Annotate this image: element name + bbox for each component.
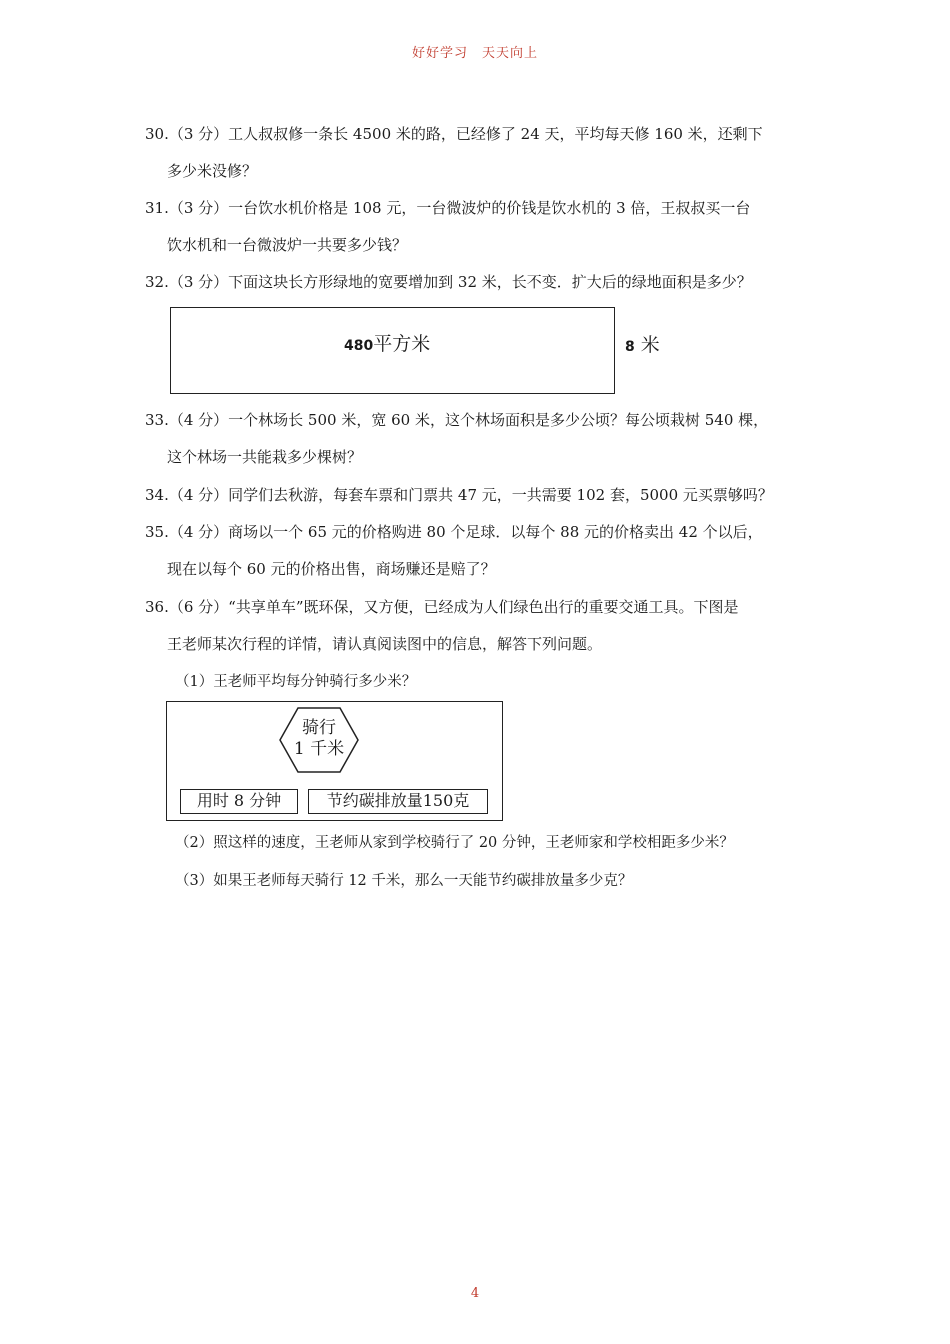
width-label — [625, 333, 660, 359]
width-number: 8 — [625, 339, 635, 355]
question-36-line-1: 36.（6 分）“共享单车”既环保，又方便，已经成为人们绿色出行的重要交通工具。下图是 — [145, 598, 739, 616]
question-36-sub-1: （1）王老师平均每分钟骑行多少米？ — [175, 674, 417, 690]
area-unit: 平方米 — [373, 333, 431, 355]
time-box: 用时 8 分钟 — [180, 789, 298, 814]
question-31-line-2: 饮水机和一台微波炉一共要多少钱？ — [167, 236, 408, 254]
hexagon-line-1: 骑行 — [302, 718, 336, 738]
page-header: 好好学习 天天向上 — [411, 46, 538, 61]
area-number: 480 — [344, 338, 374, 354]
hexagon-line-2: 1 千米 — [293, 739, 345, 759]
question-33-line-1: 33.（4 分）一个林场长 500 米，宽 60 米，这个林场面积是多少公顷？每公顷栽树 540 棵， — [145, 411, 769, 429]
question-36-line-2: 王老师某次行程的详情，请认真阅读图中的信息，解答下列问题。 — [167, 635, 603, 653]
hexagon-text — [278, 718, 360, 760]
question-30-line-2: 多少米没修？ — [167, 162, 258, 180]
page-number: 4 — [470, 1286, 480, 1301]
question-36-sub-3: （3）如果王老师每天骑行 12 千米，那么一天能节约碳排放量多少克？ — [175, 873, 633, 889]
question-33-line-2: 这个林场一共能栽多少棵树？ — [167, 448, 363, 466]
question-31-line-1: 31.（3 分）一台饮水机价格是 108 元，一台微波炉的价钱是饮水机的 3 倍，王叔叔买一台 — [145, 199, 751, 217]
question-34-line-1: 34.（4 分）同学们去秋游，每套车票和门票共 47 元，一共需要 102 套，5000 元买票够吗？ — [145, 486, 773, 504]
area-label — [344, 332, 430, 358]
question-35-line-2: 现在以每个 60 元的价格出售，商场赚还是赔了？ — [167, 560, 496, 578]
carbon-box: 节约碳排放量150克 — [308, 789, 488, 814]
question-35-line-1: 35.（4 分）商场以一个 65 元的价格购进 80 个足球．以每个 88 元的价格卖出 42 个以后， — [145, 523, 763, 541]
question-30-line-1: 30.（3 分）工人叔叔修一条长 4500 米的路，已经修了 24 天，平均每天修 160 米，还剩下 — [145, 125, 763, 143]
question-36-sub-2: （2）照这样的速度，王老师从家到学校骑行了 20 分钟，王老师家和学校相距多少米？ — [175, 835, 734, 851]
width-unit: 米 — [640, 334, 660, 356]
question-32-line-1: 32.（3 分）下面这块长方形绿地的宽要增加到 32 米，长不变．扩大后的绿地面积是多少？ — [145, 273, 752, 291]
bike-info-frame — [166, 701, 503, 821]
